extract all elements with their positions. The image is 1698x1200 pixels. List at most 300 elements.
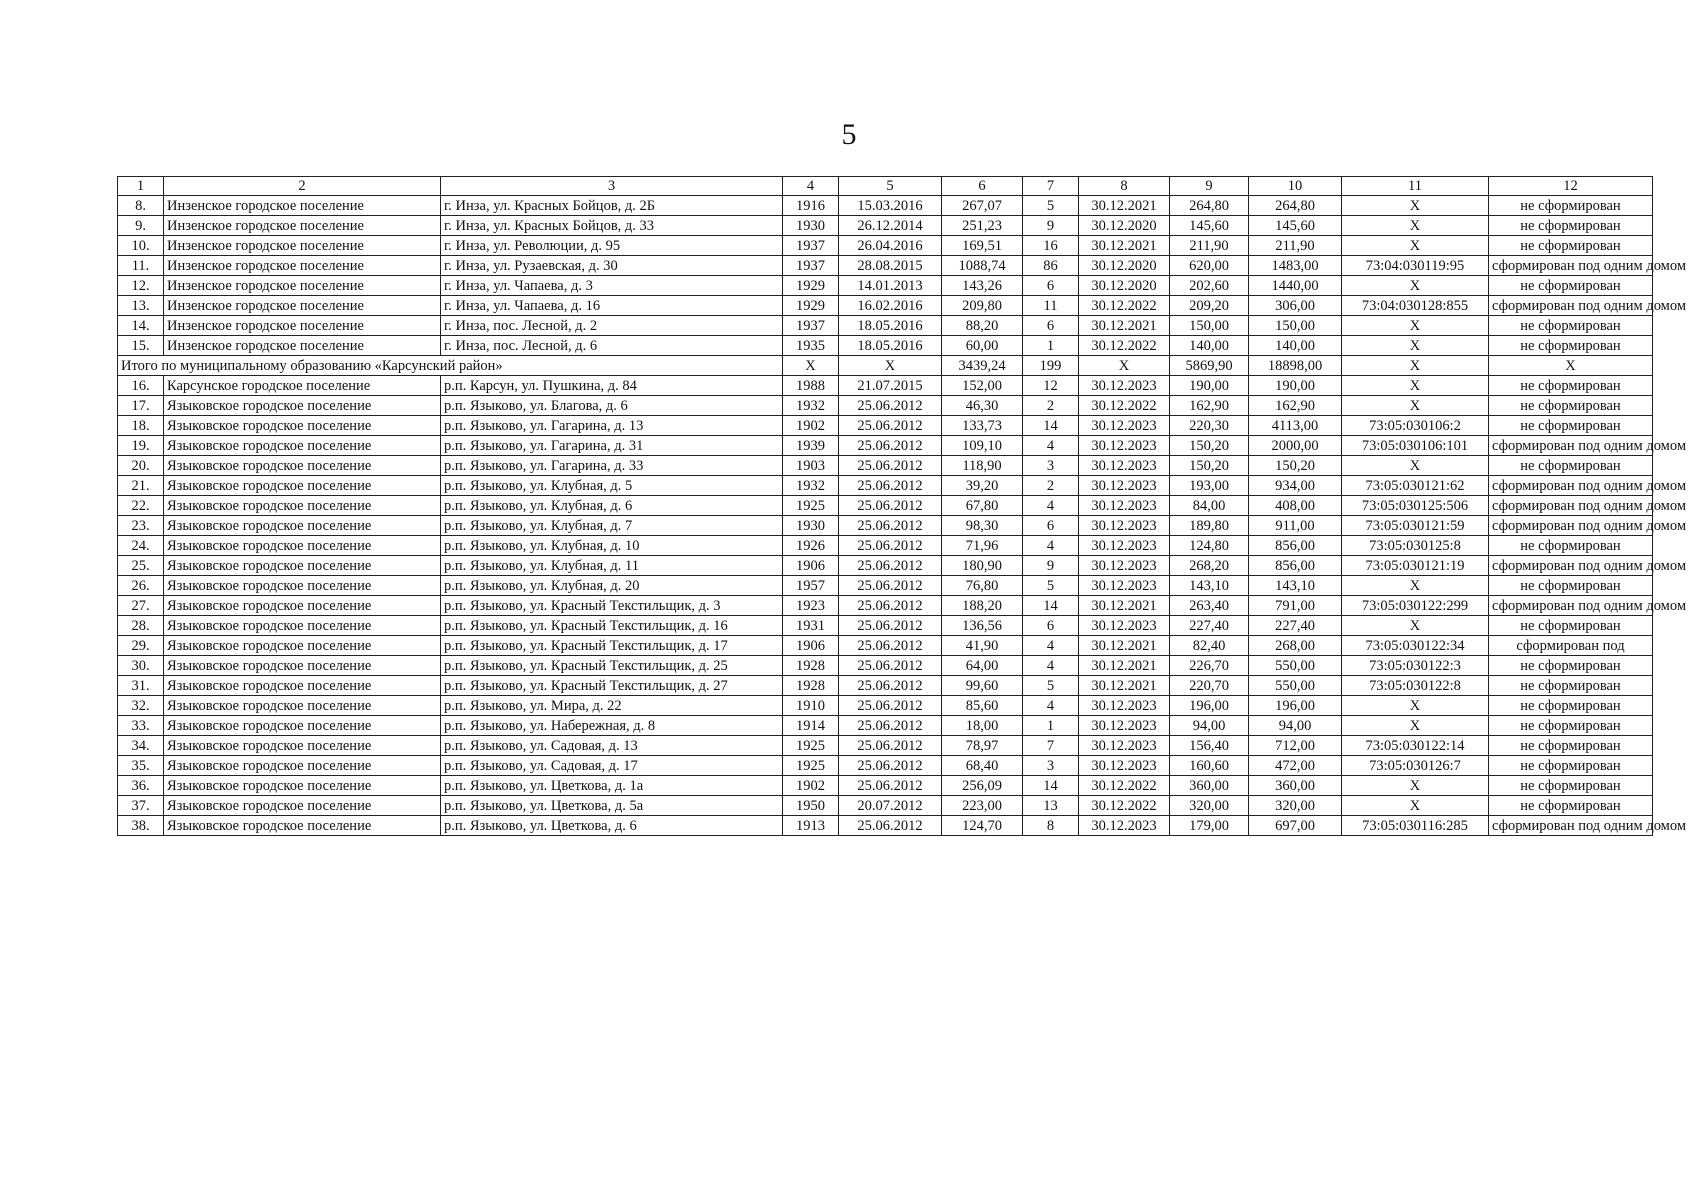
municipality-cell: Инзенское городское поселение <box>164 236 441 256</box>
cadastral-number-cell: 73:05:030106:101 <box>1342 436 1489 456</box>
resettlement-deadline-cell: 30.12.2021 <box>1079 676 1170 696</box>
emergency-date-cell: 25.06.2012 <box>839 676 942 696</box>
table-row <box>118 536 1653 556</box>
cadastral-number-cell: X <box>1342 796 1489 816</box>
value-col10-cell: 856,00 <box>1249 556 1342 576</box>
area-cell: 39,20 <box>942 476 1023 496</box>
column-header: 5 <box>839 177 942 196</box>
value-col10-cell: 791,00 <box>1249 596 1342 616</box>
value-col10-cell: 712,00 <box>1249 736 1342 756</box>
column-header: 3 <box>441 177 783 196</box>
value-col10-cell: 145,60 <box>1249 216 1342 236</box>
land-plot-status-cell: не сформирован <box>1489 716 1653 736</box>
cadastral-number-cell: X <box>1342 336 1489 356</box>
address-cell: г. Инза, пос. Лесной, д. 6 <box>441 336 783 356</box>
emergency-date-cell: 25.06.2012 <box>839 696 942 716</box>
row-number: 18. <box>118 416 164 436</box>
resettlement-deadline-cell: 30.12.2023 <box>1079 496 1170 516</box>
value-col9-cell: 196,00 <box>1170 696 1249 716</box>
emergency-date-cell: 25.06.2012 <box>839 516 942 536</box>
emergency-date-cell: 25.06.2012 <box>839 396 942 416</box>
table-row <box>118 496 1653 516</box>
year-built-cell: 1914 <box>783 716 839 736</box>
emergency-date-cell: 25.06.2012 <box>839 616 942 636</box>
municipality-cell: Языковское городское поселение <box>164 616 441 636</box>
address-cell: р.п. Языково, ул. Мира, д. 22 <box>441 696 783 716</box>
value-col9-cell: 143,10 <box>1170 576 1249 596</box>
area-cell: 118,90 <box>942 456 1023 476</box>
emergency-date-cell: 25.06.2012 <box>839 716 942 736</box>
housing-register-table <box>117 176 1687 836</box>
resettlement-deadline-cell: 30.12.2023 <box>1079 476 1170 496</box>
value-col9-cell: 179,00 <box>1170 816 1249 836</box>
emergency-date-cell: 21.07.2015 <box>839 376 942 396</box>
value-col9-cell: 227,40 <box>1170 616 1249 636</box>
total-value-col9-cell: 5869,90 <box>1170 356 1249 376</box>
resettlement-deadline-cell: 30.12.2023 <box>1079 556 1170 576</box>
area-cell: 143,26 <box>942 276 1023 296</box>
value-col10-cell: 550,00 <box>1249 676 1342 696</box>
emergency-date-cell: 28.08.2015 <box>839 256 942 276</box>
row-number: 29. <box>118 636 164 656</box>
value-col10-cell: 162,90 <box>1249 396 1342 416</box>
year-built-cell: 1937 <box>783 316 839 336</box>
column-header: 6 <box>942 177 1023 196</box>
emergency-date-cell: 25.06.2012 <box>839 436 942 456</box>
address-cell: г. Инза, ул. Красных Бойцов, д. 33 <box>441 216 783 236</box>
row-number: 28. <box>118 616 164 636</box>
resettlement-deadline-cell: 30.12.2021 <box>1079 636 1170 656</box>
municipality-cell: Инзенское городское поселение <box>164 256 441 276</box>
area-cell: 64,00 <box>942 656 1023 676</box>
residents-cell: 5 <box>1023 196 1079 216</box>
land-plot-status-cell: не сформирован <box>1489 196 1653 216</box>
emergency-date-cell: 26.04.2016 <box>839 236 942 256</box>
municipality-cell: Языковское городское поселение <box>164 696 441 716</box>
table-row <box>118 516 1653 536</box>
municipality-cell: Карсунское городское поселение <box>164 376 441 396</box>
land-plot-status-cell: не сформирован <box>1489 696 1653 716</box>
municipality-cell: Языковское городское поселение <box>164 756 441 776</box>
row-number: 15. <box>118 336 164 356</box>
land-plot-status-cell: не сформирован <box>1489 676 1653 696</box>
area-cell: 180,90 <box>942 556 1023 576</box>
residents-cell: 6 <box>1023 316 1079 336</box>
municipality-cell: Языковское городское поселение <box>164 716 441 736</box>
year-built-cell: 1906 <box>783 556 839 576</box>
year-built-cell: 1931 <box>783 616 839 636</box>
cadastral-number-cell: X <box>1342 216 1489 236</box>
area-cell: 98,30 <box>942 516 1023 536</box>
year-built-cell: 1913 <box>783 816 839 836</box>
resettlement-deadline-cell: 30.12.2023 <box>1079 416 1170 436</box>
column-header: 2 <box>164 177 441 196</box>
address-cell: г. Инза, ул. Рузаевская, д. 30 <box>441 256 783 276</box>
row-number: 27. <box>118 596 164 616</box>
address-cell: р.п. Языково, ул. Красный Текстильщик, д. 25 <box>441 656 783 676</box>
year-built-cell: 1932 <box>783 396 839 416</box>
residents-cell: 1 <box>1023 716 1079 736</box>
land-plot-status-cell: сформирован под одним домом <box>1489 556 1653 576</box>
address-cell: р.п. Языково, ул. Гагарина, д. 31 <box>441 436 783 456</box>
page-number: 5 <box>841 118 857 151</box>
total-cadastral-number-cell: X <box>1342 356 1489 376</box>
value-col10-cell: 143,10 <box>1249 576 1342 596</box>
land-plot-status-cell: сформирован под одним домом <box>1489 476 1653 496</box>
year-built-cell: 1925 <box>783 756 839 776</box>
area-cell: 67,80 <box>942 496 1023 516</box>
resettlement-deadline-cell: 30.12.2022 <box>1079 776 1170 796</box>
value-col10-cell: 934,00 <box>1249 476 1342 496</box>
row-number: 23. <box>118 516 164 536</box>
value-col9-cell: 160,60 <box>1170 756 1249 776</box>
emergency-date-cell: 25.06.2012 <box>839 656 942 676</box>
cadastral-number-cell: 73:05:030122:8 <box>1342 676 1489 696</box>
municipality-cell: Языковское городское поселение <box>164 456 441 476</box>
land-plot-status-cell: сформирован под одним домом <box>1489 596 1653 616</box>
table-row <box>118 236 1653 256</box>
residents-cell: 4 <box>1023 496 1079 516</box>
row-number: 30. <box>118 656 164 676</box>
land-plot-status-cell: не сформирован <box>1489 236 1653 256</box>
residents-cell: 2 <box>1023 396 1079 416</box>
value-col10-cell: 1483,00 <box>1249 256 1342 276</box>
resettlement-deadline-cell: 30.12.2023 <box>1079 456 1170 476</box>
value-col10-cell: 4113,00 <box>1249 416 1342 436</box>
address-cell: р.п. Языково, ул. Садовая, д. 13 <box>441 736 783 756</box>
area-cell: 60,00 <box>942 336 1023 356</box>
resettlement-deadline-cell: 30.12.2022 <box>1079 336 1170 356</box>
land-plot-status-cell: не сформирован <box>1489 576 1653 596</box>
table-row <box>118 736 1653 756</box>
resettlement-deadline-cell: 30.12.2021 <box>1079 196 1170 216</box>
residents-cell: 86 <box>1023 256 1079 276</box>
year-built-cell: 1957 <box>783 576 839 596</box>
area-cell: 109,10 <box>942 436 1023 456</box>
land-plot-status-cell: не сформирован <box>1489 536 1653 556</box>
cadastral-number-cell: 73:05:030121:62 <box>1342 476 1489 496</box>
resettlement-deadline-cell: 30.12.2023 <box>1079 736 1170 756</box>
address-cell: р.п. Языково, ул. Цветкова, д. 6 <box>441 816 783 836</box>
land-plot-status-cell: сформирован под одним домом <box>1489 436 1653 456</box>
value-col10-cell: 268,00 <box>1249 636 1342 656</box>
table-row <box>118 396 1653 416</box>
table-row <box>118 336 1653 356</box>
address-cell: р.п. Языково, ул. Гагарина, д. 13 <box>441 416 783 436</box>
emergency-date-cell: 25.06.2012 <box>839 536 942 556</box>
emergency-date-cell: 14.01.2013 <box>839 276 942 296</box>
column-header: 7 <box>1023 177 1079 196</box>
table-row <box>118 776 1653 796</box>
residents-cell: 14 <box>1023 416 1079 436</box>
area-cell: 251,23 <box>942 216 1023 236</box>
cadastral-number-cell: 73:05:030122:14 <box>1342 736 1489 756</box>
address-cell: р.п. Языково, ул. Набережная, д. 8 <box>441 716 783 736</box>
table-row <box>118 196 1653 216</box>
resettlement-deadline-cell: 30.12.2023 <box>1079 696 1170 716</box>
row-number: 8. <box>118 196 164 216</box>
land-plot-status-cell: не сформирован <box>1489 456 1653 476</box>
table-row <box>118 716 1653 736</box>
row-number: 34. <box>118 736 164 756</box>
emergency-date-cell: 25.06.2012 <box>839 416 942 436</box>
year-built-cell: 1937 <box>783 236 839 256</box>
address-cell: р.п. Языково, ул. Гагарина, д. 33 <box>441 456 783 476</box>
row-number: 21. <box>118 476 164 496</box>
address-cell: р.п. Языково, ул. Красный Текстильщик, д. 16 <box>441 616 783 636</box>
row-number: 12. <box>118 276 164 296</box>
resettlement-deadline-cell: 30.12.2023 <box>1079 516 1170 536</box>
total-year-built-cell: X <box>783 356 839 376</box>
year-built-cell: 1930 <box>783 216 839 236</box>
address-cell: р.п. Языково, ул. Красный Текстильщик, д. 3 <box>441 596 783 616</box>
land-plot-status-cell: не сформирован <box>1489 796 1653 816</box>
residents-cell: 3 <box>1023 756 1079 776</box>
residents-cell: 11 <box>1023 296 1079 316</box>
cadastral-number-cell: 73:05:030122:3 <box>1342 656 1489 676</box>
value-col9-cell: 268,20 <box>1170 556 1249 576</box>
year-built-cell: 1929 <box>783 276 839 296</box>
residents-cell: 2 <box>1023 476 1079 496</box>
municipality-cell: Языковское городское поселение <box>164 516 441 536</box>
table-row <box>118 456 1653 476</box>
total-area-cell: 3439,24 <box>942 356 1023 376</box>
value-col10-cell: 697,00 <box>1249 816 1342 836</box>
year-built-cell: 1928 <box>783 656 839 676</box>
row-number: 11. <box>118 256 164 276</box>
land-plot-status-cell: не сформирован <box>1489 616 1653 636</box>
resettlement-deadline-cell: 30.12.2023 <box>1079 376 1170 396</box>
table-row <box>118 376 1653 396</box>
area-cell: 124,70 <box>942 816 1023 836</box>
residents-cell: 5 <box>1023 676 1079 696</box>
resettlement-deadline-cell: 30.12.2023 <box>1079 576 1170 596</box>
emergency-date-cell: 25.06.2012 <box>839 816 942 836</box>
land-plot-status-cell: сформирован под одним домом <box>1489 516 1653 536</box>
area-cell: 152,00 <box>942 376 1023 396</box>
table-row <box>118 316 1653 336</box>
residents-cell: 16 <box>1023 236 1079 256</box>
value-col10-cell: 140,00 <box>1249 336 1342 356</box>
emergency-date-cell: 25.06.2012 <box>839 596 942 616</box>
address-cell: р.п. Языково, ул. Клубная, д. 20 <box>441 576 783 596</box>
area-cell: 71,96 <box>942 536 1023 556</box>
municipality-cell: Языковское городское поселение <box>164 596 441 616</box>
value-col9-cell: 263,40 <box>1170 596 1249 616</box>
total-residents-cell: 199 <box>1023 356 1079 376</box>
municipality-cell: Инзенское городское поселение <box>164 336 441 356</box>
value-col9-cell: 226,70 <box>1170 656 1249 676</box>
emergency-date-cell: 25.06.2012 <box>839 776 942 796</box>
area-cell: 267,07 <box>942 196 1023 216</box>
resettlement-deadline-cell: 30.12.2021 <box>1079 656 1170 676</box>
row-number: 33. <box>118 716 164 736</box>
residents-cell: 14 <box>1023 596 1079 616</box>
residents-cell: 5 <box>1023 576 1079 596</box>
area-cell: 46,30 <box>942 396 1023 416</box>
year-built-cell: 1916 <box>783 196 839 216</box>
residents-cell: 4 <box>1023 636 1079 656</box>
value-col9-cell: 124,80 <box>1170 536 1249 556</box>
value-col9-cell: 84,00 <box>1170 496 1249 516</box>
cadastral-number-cell: X <box>1342 576 1489 596</box>
resettlement-deadline-cell: 30.12.2023 <box>1079 436 1170 456</box>
resettlement-deadline-cell: 30.12.2022 <box>1079 296 1170 316</box>
year-built-cell: 1906 <box>783 636 839 656</box>
emergency-date-cell: 18.05.2016 <box>839 336 942 356</box>
row-number: 20. <box>118 456 164 476</box>
year-built-cell: 1929 <box>783 296 839 316</box>
table-row <box>118 636 1653 656</box>
address-cell: г. Инза, ул. Чапаева, д. 3 <box>441 276 783 296</box>
value-col9-cell: 189,80 <box>1170 516 1249 536</box>
value-col10-cell: 306,00 <box>1249 296 1342 316</box>
year-built-cell: 1926 <box>783 536 839 556</box>
value-col10-cell: 190,00 <box>1249 376 1342 396</box>
resettlement-deadline-cell: 30.12.2023 <box>1079 716 1170 736</box>
land-plot-status-cell: не сформирован <box>1489 316 1653 336</box>
emergency-date-cell: 25.06.2012 <box>839 756 942 776</box>
value-col10-cell: 150,00 <box>1249 316 1342 336</box>
area-cell: 136,56 <box>942 616 1023 636</box>
cadastral-number-cell: X <box>1342 396 1489 416</box>
land-plot-status-cell: не сформирован <box>1489 416 1653 436</box>
residents-cell: 13 <box>1023 796 1079 816</box>
address-cell: г. Инза, ул. Революции, д. 95 <box>441 236 783 256</box>
address-cell: р.п. Языково, ул. Клубная, д. 6 <box>441 496 783 516</box>
resettlement-deadline-cell: 30.12.2021 <box>1079 316 1170 336</box>
value-col9-cell: 150,00 <box>1170 316 1249 336</box>
table-row <box>118 256 1653 276</box>
column-header: 11 <box>1342 177 1489 196</box>
municipality-cell: Языковское городское поселение <box>164 496 441 516</box>
row-number: 16. <box>118 376 164 396</box>
value-col9-cell: 620,00 <box>1170 256 1249 276</box>
resettlement-deadline-cell: 30.12.2022 <box>1079 796 1170 816</box>
residents-cell: 4 <box>1023 436 1079 456</box>
table-row <box>118 436 1653 456</box>
municipality-cell: Инзенское городское поселение <box>164 276 441 296</box>
emergency-date-cell: 25.06.2012 <box>839 556 942 576</box>
municipality-cell: Языковское городское поселение <box>164 776 441 796</box>
area-cell: 133,73 <box>942 416 1023 436</box>
emergency-date-cell: 25.06.2012 <box>839 456 942 476</box>
land-plot-status-cell: не сформирован <box>1489 376 1653 396</box>
resettlement-deadline-cell: 30.12.2020 <box>1079 256 1170 276</box>
residents-cell: 6 <box>1023 516 1079 536</box>
cadastral-number-cell: 73:05:030116:285 <box>1342 816 1489 836</box>
area-cell: 41,90 <box>942 636 1023 656</box>
value-col10-cell: 1440,00 <box>1249 276 1342 296</box>
municipality-cell: Языковское городское поселение <box>164 676 441 696</box>
row-number: 35. <box>118 756 164 776</box>
area-cell: 209,80 <box>942 296 1023 316</box>
resettlement-deadline-cell: 30.12.2022 <box>1079 396 1170 416</box>
value-col10-cell: 264,80 <box>1249 196 1342 216</box>
municipality-cell: Языковское городское поселение <box>164 536 441 556</box>
area-cell: 169,51 <box>942 236 1023 256</box>
area-cell: 76,80 <box>942 576 1023 596</box>
residents-cell: 6 <box>1023 276 1079 296</box>
value-col10-cell: 320,00 <box>1249 796 1342 816</box>
value-col10-cell: 94,00 <box>1249 716 1342 736</box>
municipality-cell: Языковское городское поселение <box>164 476 441 496</box>
cadastral-number-cell: X <box>1342 616 1489 636</box>
row-number: 31. <box>118 676 164 696</box>
residents-cell: 6 <box>1023 616 1079 636</box>
municipality-cell: Языковское городское поселение <box>164 796 441 816</box>
cadastral-number-cell: 73:05:030121:19 <box>1342 556 1489 576</box>
total-row <box>118 356 1653 376</box>
total-label: Итого по муниципальному образованию «Карсунский район» <box>118 356 783 376</box>
land-plot-status-cell: не сформирован <box>1489 756 1653 776</box>
column-header: 12 <box>1489 177 1653 196</box>
table-row <box>118 656 1653 676</box>
land-plot-status-cell: не сформирован <box>1489 776 1653 796</box>
column-number-header <box>118 177 1653 196</box>
row-number: 24. <box>118 536 164 556</box>
resettlement-deadline-cell: 30.12.2021 <box>1079 596 1170 616</box>
year-built-cell: 1930 <box>783 516 839 536</box>
area-cell: 256,09 <box>942 776 1023 796</box>
row-number: 26. <box>118 576 164 596</box>
residents-cell: 3 <box>1023 456 1079 476</box>
column-header: 4 <box>783 177 839 196</box>
cadastral-number-cell: X <box>1342 716 1489 736</box>
address-cell: р.п. Языково, ул. Цветкова, д. 1а <box>441 776 783 796</box>
year-built-cell: 1923 <box>783 596 839 616</box>
address-cell: г. Инза, ул. Красных Бойцов, д. 2Б <box>441 196 783 216</box>
residents-cell: 14 <box>1023 776 1079 796</box>
municipality-cell: Языковское городское поселение <box>164 416 441 436</box>
land-plot-status-cell: не сформирован <box>1489 396 1653 416</box>
value-col9-cell: 150,20 <box>1170 436 1249 456</box>
cadastral-number-cell: X <box>1342 456 1489 476</box>
total-resettlement-deadline-cell: X <box>1079 356 1170 376</box>
column-header: 1 <box>118 177 164 196</box>
emergency-date-cell: 15.03.2016 <box>839 196 942 216</box>
value-col9-cell: 320,00 <box>1170 796 1249 816</box>
cadastral-number-cell: X <box>1342 376 1489 396</box>
area-cell: 85,60 <box>942 696 1023 716</box>
resettlement-deadline-cell: 30.12.2023 <box>1079 756 1170 776</box>
municipality-cell: Языковское городское поселение <box>164 736 441 756</box>
address-cell: р.п. Языково, ул. Клубная, д. 7 <box>441 516 783 536</box>
year-built-cell: 1925 <box>783 736 839 756</box>
address-cell: р.п. Языково, ул. Клубная, д. 5 <box>441 476 783 496</box>
emergency-date-cell: 25.06.2012 <box>839 576 942 596</box>
value-col9-cell: 190,00 <box>1170 376 1249 396</box>
value-col9-cell: 145,60 <box>1170 216 1249 236</box>
row-number: 25. <box>118 556 164 576</box>
year-built-cell: 1925 <box>783 496 839 516</box>
value-col10-cell: 196,00 <box>1249 696 1342 716</box>
emergency-date-cell: 25.06.2012 <box>839 476 942 496</box>
address-cell: р.п. Языково, ул. Клубная, д. 10 <box>441 536 783 556</box>
year-built-cell: 1937 <box>783 256 839 276</box>
cadastral-number-cell: 73:04:030128:855 <box>1342 296 1489 316</box>
value-col10-cell: 211,90 <box>1249 236 1342 256</box>
residents-cell: 9 <box>1023 556 1079 576</box>
address-cell: р.п. Языково, ул. Благова, д. 6 <box>441 396 783 416</box>
value-col9-cell: 202,60 <box>1170 276 1249 296</box>
resettlement-deadline-cell: 30.12.2023 <box>1079 616 1170 636</box>
row-number: 10. <box>118 236 164 256</box>
cadastral-number-cell: X <box>1342 696 1489 716</box>
value-col9-cell: 156,40 <box>1170 736 1249 756</box>
value-col9-cell: 94,00 <box>1170 716 1249 736</box>
address-cell: р.п. Карсун, ул. Пушкина, д. 84 <box>441 376 783 396</box>
